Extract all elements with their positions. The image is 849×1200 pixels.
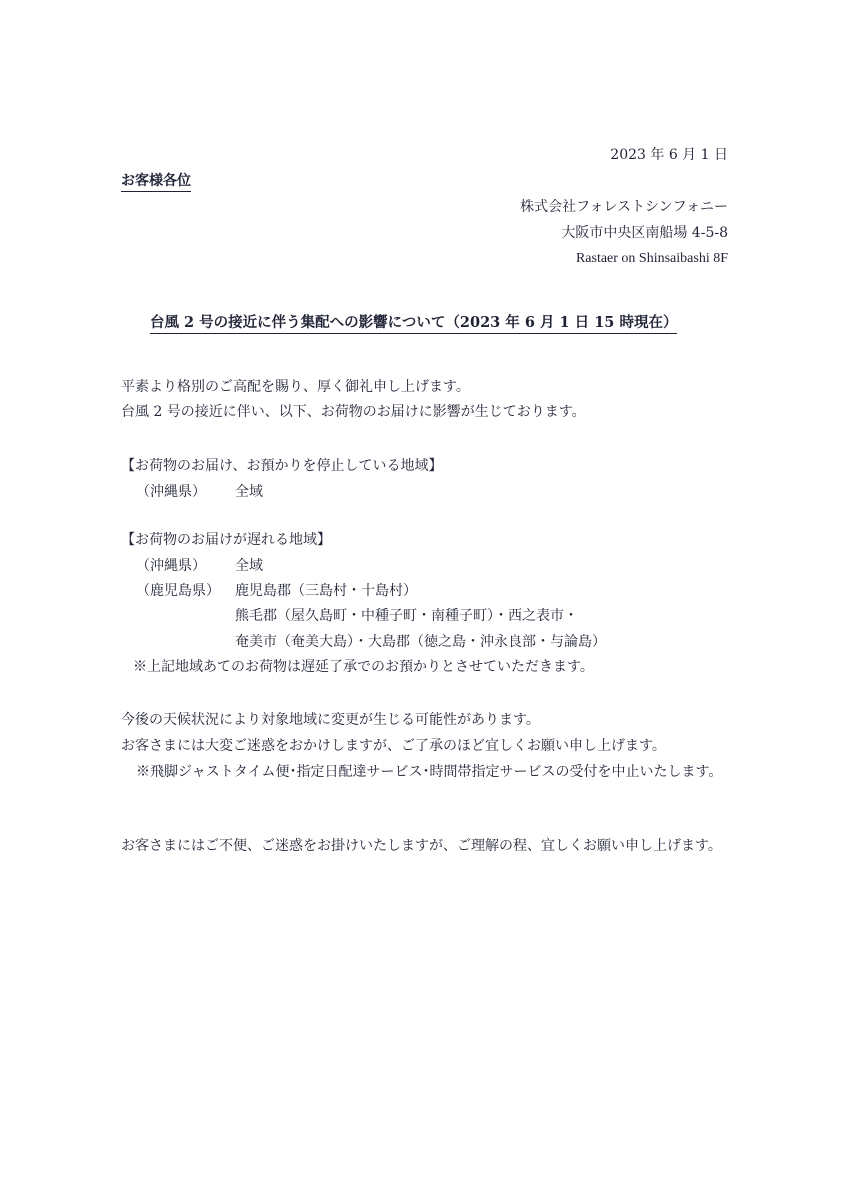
addressee: お客様各位 (121, 172, 191, 192)
service-suspension-note: ※飛脚ジャストタイム便･指定日配達サービス･時間帯指定サービスの受付を中止いたします。 (136, 764, 723, 780)
closing-line: お客さまには大変ご迷惑をおかけしますが、ご了承のほど宜しくお願い申し上げます。 (121, 738, 666, 754)
delay-note: ※上記地域あてのお荷物は遅延了承でのお預かりとさせていただきます。 (133, 659, 594, 675)
region-area: 熊毛郡（屋久島町・中種子町・南種子町）・西之表市・ (235, 608, 578, 624)
region-pref: （鹿児島県） (136, 583, 220, 599)
region-area: 全域 (235, 484, 263, 500)
page-title: 台風 2 号の接近に伴う集配への影響について（2023 年 6 月 1 日 15 時現在） (150, 314, 677, 334)
region-pref: （沖縄県） (136, 484, 206, 500)
region-pref: （沖縄県） (136, 558, 206, 574)
company-building: Rastaer on Shinsaibashi 8F (575, 251, 728, 266)
company-address: 大阪市中央区南船場 4-5-8 (561, 225, 728, 241)
region-area: 鹿児島郡（三島村・十島村） (235, 583, 417, 599)
intro-line: 平素より格別のご高配を賜り、厚く御礼申し上げます。 (121, 379, 470, 395)
closing-line: 今後の天候状況により対象地域に変更が生じる可能性があります。 (121, 712, 540, 728)
company-name: 株式会社フォレストシンフォニー (520, 199, 728, 215)
region-area: 奄美市（奄美大島）・大島郡（徳之島・沖永良部・与論島） (235, 634, 606, 650)
section-heading-stopped: 【お荷物のお届け、お預かりを停止している地域】 (121, 458, 443, 474)
region-area: 全域 (235, 558, 263, 574)
intro-line: 台風 2 号の接近に伴い、以下、お荷物のお届けに影響が生じております。 (121, 404, 586, 420)
section-heading-delayed: 【お荷物のお届けが遅れる地域】 (121, 532, 331, 548)
final-remark: お客さまにはご不便、ご迷惑をお掛けいたしますが、ご理解の程、宜しくお願い申し上げます。 (121, 838, 722, 854)
date: 2023 年 6 月 1 日 (610, 147, 728, 163)
